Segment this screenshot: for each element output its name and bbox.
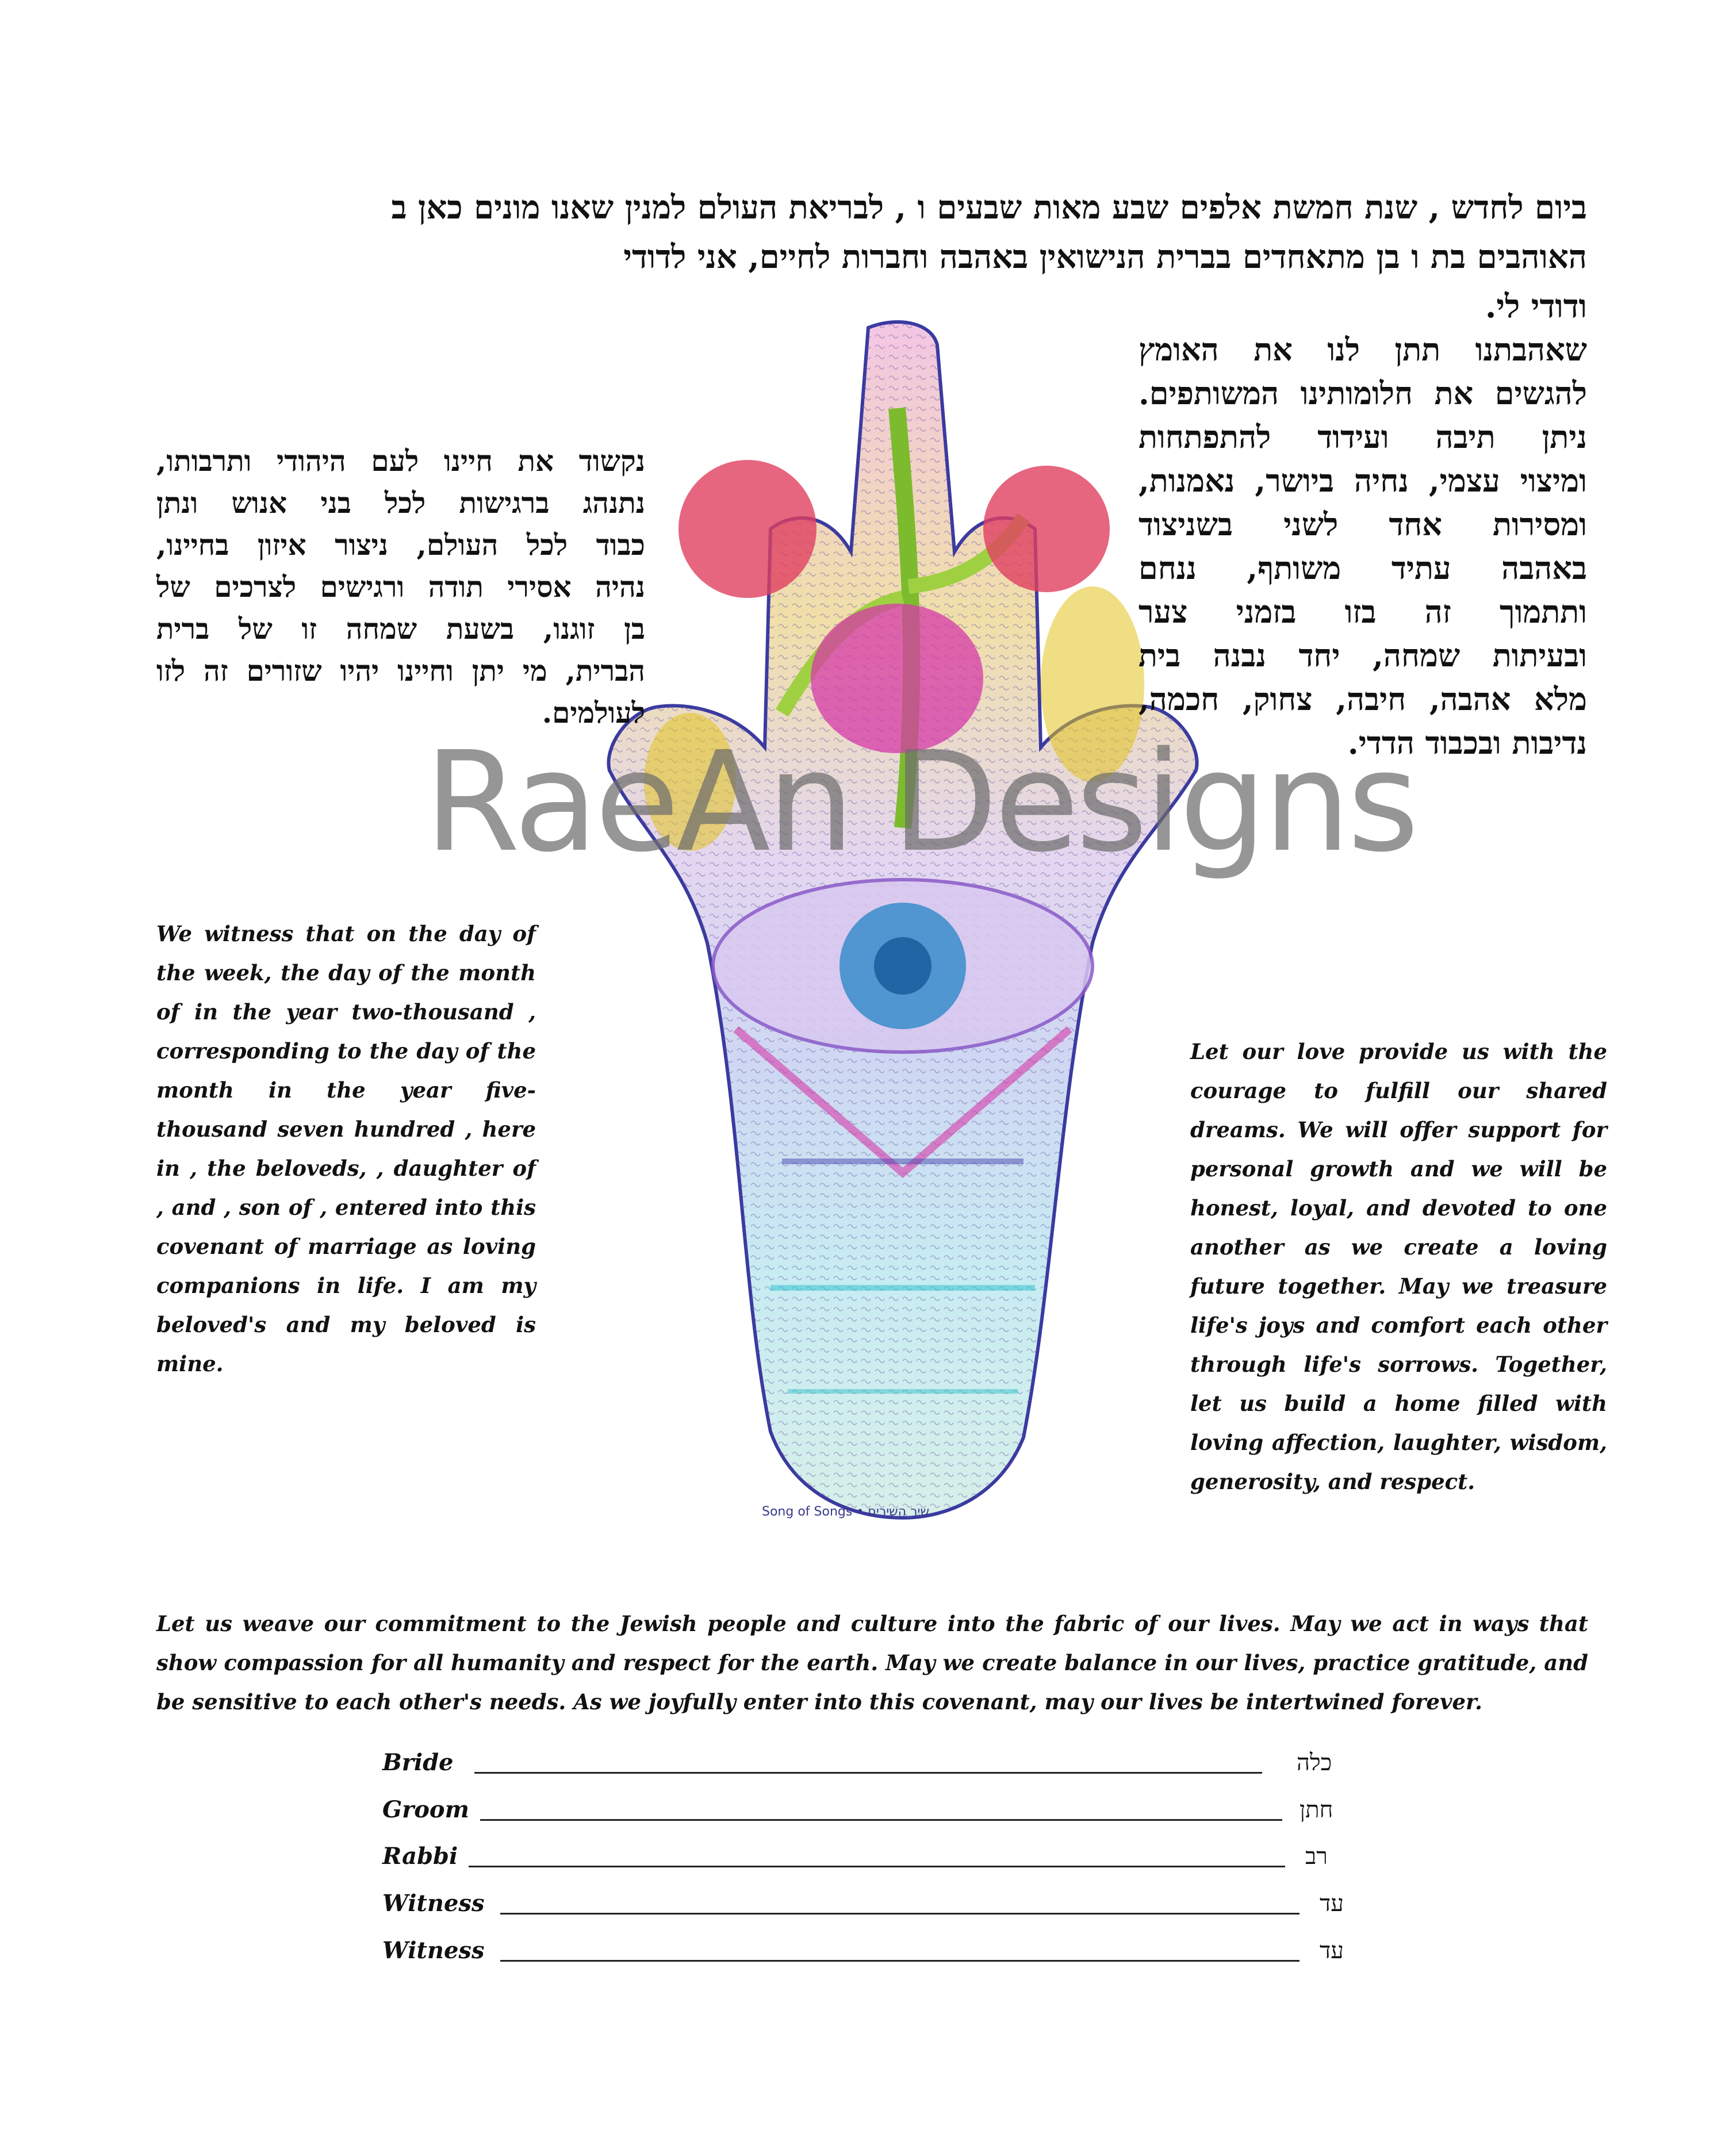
hebrew-vow-line: נהיה אסירי תודה ורגישים לצרכים של [156,570,645,604]
hebrew-vow-line: לעולמים. [542,696,645,730]
hebrew-vow-line: נקשוד את חיינו לעם היהודי ותרבותו, [156,444,645,478]
signature-label: Bride [382,1749,454,1776]
hebrew-opening-line: ודודי לי. [1485,287,1587,325]
hebrew-vow-line: כבוד לכל העולם, ניצור איזון בחיינו, [156,528,645,562]
hebrew-vow-line: ובעיתות שמחה, יחד נבנה בית [1138,637,1587,674]
hebrew-vow-line: נתנהג ברגישות לכל בני אנוש ונתן [156,486,645,520]
english-commitment-text: Let us weave our commitment to the Jewish people and culture into the fabric of our lives. May we act in ways that show compassion for all humanity and respect for the earth. May we create balance in our lives, practice gratitude, and be sensitive to each other's needs. As we joyfully enter into this covenant, may our lives be intertwined forever. [156,1611,1588,1714]
hamsa-illustration [598,310,1208,1541]
signature-line[interactable] [469,1866,1285,1867]
artwork-caption: Song of Songs • שיר השירים [762,1505,930,1519]
signature-label: Rabbi [382,1843,458,1870]
hebrew-opening-line: ביום לחדש , שנת חמשת אלפים שבע מאות שבעים ו , לבריאת העולם למנין שאנו מונים כאן ב [391,189,1587,227]
signature-row-witness-2 [382,1933,1371,1967]
hebrew-vow-line: ומסירות אחד לשני בשניצוד [1138,506,1587,543]
watermark: RaeAn Designs [424,722,1416,883]
hebrew-vow-line: להגשים את חלומותינו המשותפים. [1138,375,1587,412]
english-vows-text: Let our love provide us with the courage to fulfill our shared dreams. We will offer support for personal growth and we will be honest, loyal, and devoted to one another as we create a loving future together. May we treasure life's joys and comfort each other through life's sorrows. Together, let us build a home filled with loving affection, laughter, wisdom, generosity, and respect. [1190,1039,1607,1494]
signature-hebrew-label: חתן [1300,1797,1333,1823]
hebrew-vow-line: ניתן תיבה ועידוד להתפתחות [1138,419,1587,455]
signature-label: Groom [382,1796,469,1823]
signature-line[interactable] [474,1772,1262,1774]
signature-label: Witness [382,1937,485,1964]
hebrew-vow-line: שאהבתנו תתן לנו את האומץ [1138,331,1587,368]
hebrew-vow-line: בן זוגנו, בשעת שמחה זו של ברית [156,612,645,646]
signature-line[interactable] [500,1960,1300,1962]
signature-hebrew-label: עד [1320,1890,1344,1917]
signature-row-witness-1 [382,1886,1371,1920]
hebrew-vow-line: נדיבות ובכבוד הדדי. [1347,724,1587,761]
hebrew-opening-line: האוהבים בת ו בן מתאחדים בברית הנישואין באהבה וחברות לחיים, אני לדודי [623,238,1587,276]
hebrew-vow-line: ומיצוי עצמי, נחיה ביושר, נאמנות, [1138,462,1587,499]
hebrew-opening-text [213,183,1587,331]
hebrew-vows-left [156,440,645,734]
signature-row-groom [382,1792,1371,1827]
signature-row-bride [382,1745,1371,1779]
hebrew-vows-right [1138,328,1587,765]
signature-row-rabbi [382,1839,1371,1873]
signature-hebrew-label: כלה [1297,1750,1332,1776]
signature-line[interactable] [500,1913,1300,1915]
hebrew-vow-line: ותתמוך זה בזו בזמני צער [1138,593,1587,630]
hebrew-vow-line: מלא אהבה, חיבה, צחוק, חכמה, [1138,681,1587,718]
signature-label: Witness [382,1890,485,1917]
hebrew-vow-line: באהבה עתיד משותף, ננחם [1138,550,1587,586]
hebrew-vow-line: הברית, מי יתן וחיינו יהיו שזורים זה לזו [156,654,645,688]
signature-line[interactable] [480,1819,1282,1821]
signature-hebrew-label: עד [1320,1938,1344,1964]
english-witness-text: We witness that on the day of the week, the day of the month of in the year two-thousand , corresponding to the day of the month in the year five-thousand seven hundred , here in , the beloveds, , daughter of , and , son of , entered into this covenant of marriage as loving companions in life. I am my beloved's and my beloved is mine. [156,921,536,1376]
signature-hebrew-label: רב [1305,1843,1328,1870]
